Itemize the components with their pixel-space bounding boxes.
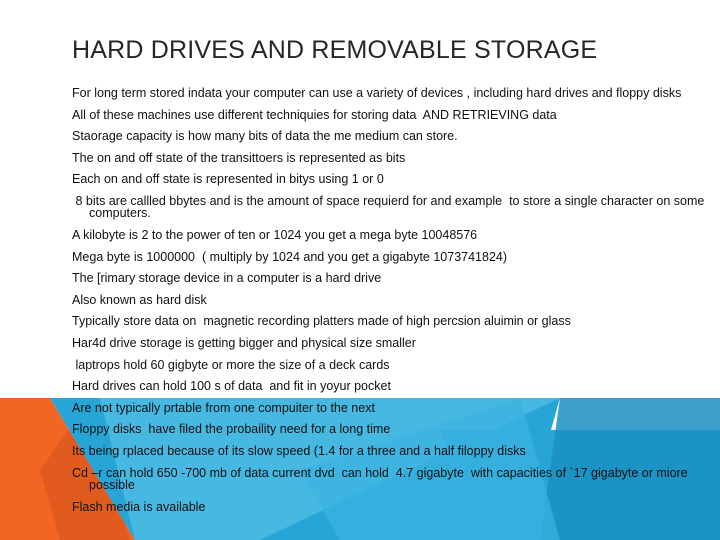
bullet-item: Cd –r can hold 650 -700 mb of data current dvd can hold 4.7 gigabyte with capacities of `17 gigabyte or miore possible <box>72 465 692 493</box>
bullet-item: Its being rplaced because of its slow speed (1.4 for a three and a half filoppy disks <box>72 444 526 458</box>
slide-title: HARD DRIVES AND REMOVABLE STORAGE <box>72 36 598 64</box>
bullet-item: Mega byte is 1000000 ( multiply by 1024 and you get a gigabyte 1073741824) <box>72 249 508 264</box>
bullet-list <box>72 86 712 514</box>
bullet-item: Floppy disks have filed the probaility need for a long time <box>72 422 391 437</box>
bullet-item: Typically store data on magnetic recording platters made of high percsion aluimin or glass <box>72 314 571 329</box>
bullet-item: Are not typically prtable from one compuiter to the next <box>72 400 375 415</box>
bullet-item: Hard drives can hold 100 s of data and fit in yoyur pocket <box>72 379 391 394</box>
bullet-item: The on and off state of the transittoers is represented as bits <box>72 150 406 165</box>
bullet-item: For long term stored indata your computer can use a variety of devices , including hard drives and floppy disks <box>72 86 682 100</box>
bullet-item: The [rimary storage device in a computer is a hard drive <box>72 271 382 286</box>
bullet-item: A kilobyte is 2 to the power of ten or 1024 you get a mega byte 10048576 <box>72 228 478 243</box>
bullet-item: All of these machines use different techniquies for storing data AND RETRIEVING data <box>72 107 557 122</box>
bullet-item-clipped: Flash media is available <box>72 499 206 514</box>
bullet-item: laptrops hold 60 gigbyte or more the size of a deck cards <box>72 357 390 372</box>
bullet-item: Staorage capacity is how many bits of data the me medium can store. <box>72 129 458 144</box>
bullet-item: Each on and off state is represented in bitys using 1 or 0 <box>72 172 384 187</box>
bullet-item: Har4d drive storage is getting bigger and physical size smaller <box>72 336 416 351</box>
bullet-item: Also known as hard disk <box>72 292 207 307</box>
bullet-item: 8 bits are callled bbytes and is the amount of space requierd for and example to store a single character on some computers. <box>72 193 708 221</box>
